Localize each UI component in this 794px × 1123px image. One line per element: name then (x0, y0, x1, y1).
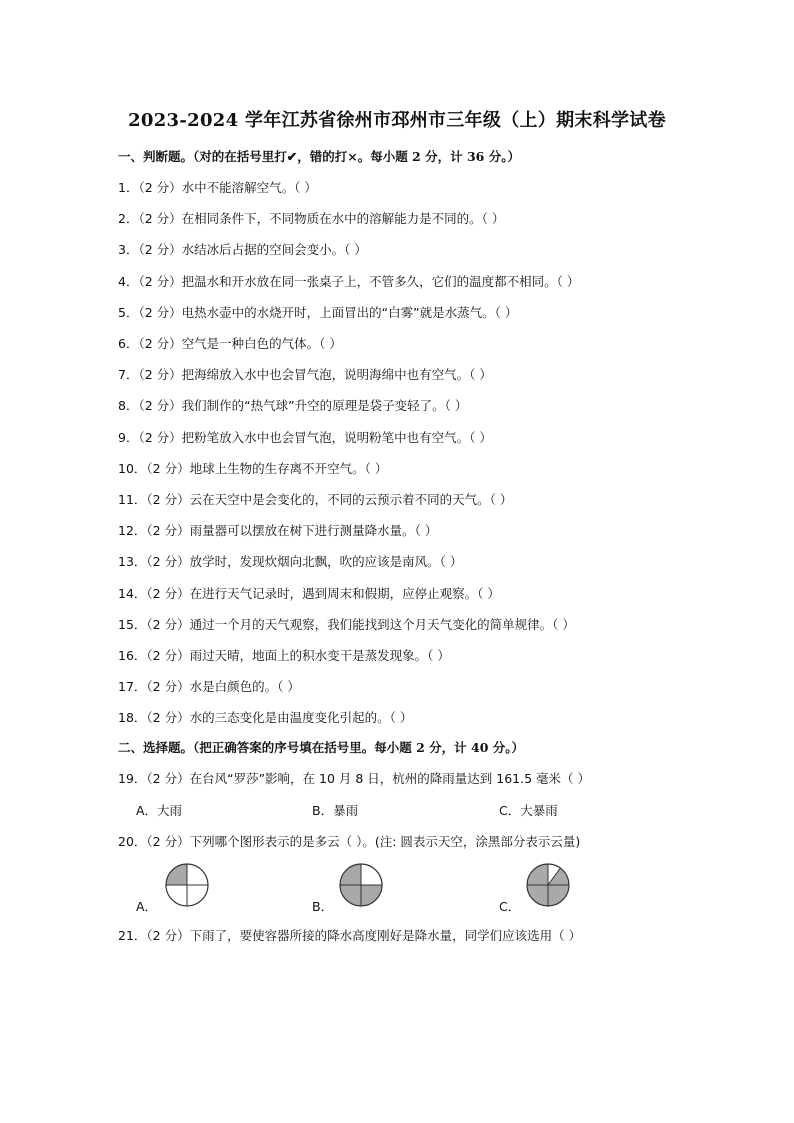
question-number: 20． (118, 834, 147, 849)
question-points: （2 分） (146, 616, 190, 632)
question-17 (118, 677, 300, 695)
question-text: 水结冰后占据的空间会变小。（ ） (181, 242, 367, 258)
question-10 (118, 459, 387, 477)
question-points: （2 分） (146, 710, 190, 726)
question-points: （2 分） (138, 304, 182, 320)
question-points: （2 分） (146, 928, 190, 943)
question-text: 电热水壶中的水烧开时，上面冒出的“白雾”就是水蒸气。（ ） (181, 304, 518, 320)
question-18 (118, 708, 412, 726)
question-number: 14． (118, 585, 147, 601)
question-number: 2． (118, 211, 139, 227)
question-text: 水是白颜色的。（ ） (189, 679, 300, 695)
question-text: 下雨了，要使容器所接的降水高度刚好是降水量，同学们应该选用（ ） (189, 928, 582, 943)
q20-option-b-label: B． (312, 899, 334, 914)
q20-option-c-cloud-diagram (525, 862, 571, 908)
question-points: （2 分） (138, 242, 182, 258)
question-number: 8． (118, 398, 139, 414)
question-1 (118, 178, 317, 196)
question-points: （2 分） (146, 585, 190, 601)
question-number: 19． (118, 771, 147, 786)
question-2 (118, 209, 504, 227)
question-text: 在相同条件下，不同物质在水中的溶解能力是不同的。（ ） (181, 211, 505, 227)
question-number: 6． (118, 336, 139, 351)
q19-option-c: C．大暴雨 (499, 803, 558, 818)
question-12 (118, 521, 437, 539)
question-text: 通过一个月的天气观察，我们能找到这个月天气变化的简单规律。（ ） (189, 616, 575, 632)
page-title: 2023-2024 学年江苏省徐州市邳州市三年级（上）期末科学试卷 (128, 110, 666, 131)
section-1-heading: 一、判断题。（对的在括号里打✔，错的打×。每小题 2 分，计 36 分。） (118, 149, 520, 164)
q20-option-a-label: A． (136, 899, 158, 914)
question-number: 12． (118, 523, 147, 539)
question-points: （2 分） (146, 460, 190, 476)
question-number: 9． (118, 429, 139, 445)
question-points: （2 分） (138, 398, 182, 414)
q20-option-b-cloud-diagram (338, 862, 384, 908)
question-number: 17． (118, 679, 147, 695)
question-text: 在进行天气记录时，遇到周末和假期，应停止观察。（ ） (189, 585, 500, 601)
question-text: 雨过天晴，地面上的积水变干是蒸发现象。（ ） (189, 648, 450, 663)
question-points: （2 分） (138, 180, 182, 195)
question-number: 15． (118, 616, 147, 632)
question-text: 把粉笔放入水中也会冒气泡，说明粉笔中也有空气。（ ） (181, 429, 492, 445)
question-number: 1． (118, 180, 139, 195)
question-text: 水的三态变化是由温度变化引起的。（ ） (189, 710, 413, 726)
question-text: 我们制作的“热气球”升空的原理是袋子变轻了。（ ） (181, 398, 468, 414)
question-text: 放学时，发现炊烟向北飘，吹的应该是南风。（ ） (189, 554, 463, 570)
question-7 (118, 365, 492, 383)
question-points: （2 分） (146, 554, 190, 570)
question-points: （2 分） (146, 679, 190, 695)
question-points: （2 分） (138, 211, 182, 227)
question-number: 21． (118, 928, 147, 943)
q20-option-c-label: C． (499, 899, 521, 914)
question-points: （2 分） (146, 771, 190, 786)
question-number: 18． (118, 710, 147, 726)
question-9 (118, 428, 492, 446)
question-3 (118, 240, 367, 258)
question-number: 11． (118, 492, 147, 507)
question-number: 4． (118, 273, 139, 289)
question-points: （2 分） (146, 834, 190, 849)
question-number: 3． (118, 242, 139, 258)
question-points: （2 分） (138, 273, 182, 289)
question-number: 13． (118, 554, 147, 570)
question-6 (118, 334, 342, 352)
question-number: 10． (118, 460, 147, 476)
question-points: （2 分） (146, 648, 190, 663)
q20-option-a-cloud-diagram (164, 862, 210, 908)
question-text: 下列哪个图形表示的是多云（ ）。(注: 圆表示天空，涂黑部分表示云量) (189, 834, 581, 849)
question-13 (118, 552, 462, 570)
question-16 (118, 646, 450, 664)
question-number: 7． (118, 367, 139, 383)
question-text: 水中不能溶解空气。（ ） (181, 180, 317, 195)
q19-option-a: A．大雨 (136, 803, 183, 818)
question-14 (118, 584, 500, 602)
question-5 (118, 303, 517, 321)
question-points: （2 分） (138, 367, 182, 383)
question-11 (118, 490, 512, 508)
question-points: （2 分） (146, 523, 190, 539)
question-text: 云在天空中是会变化的，不同的云预示着不同的天气。（ ） (189, 492, 513, 507)
question-8 (118, 396, 467, 414)
question-text: 把温水和开水放在同一张桌子上，不管多久，它们的温度都不相同。（ ） (181, 273, 580, 289)
question-text: 空气是一种白色的气体。（ ） (181, 336, 342, 351)
question-4 (118, 272, 579, 290)
question-points: （2 分） (138, 429, 182, 445)
question-number: 16． (118, 648, 147, 663)
question-text: 把海绵放入水中也会冒气泡，说明海绵中也有空气。（ ） (181, 367, 492, 383)
question-number: 5． (118, 304, 139, 320)
question-text: 地球上生物的生存离不开空气。（ ） (189, 460, 388, 476)
question-points: （2 分） (138, 336, 182, 351)
question-19 (118, 769, 590, 787)
question-20 (118, 832, 580, 850)
section-2-heading: 二、选择题。（把正确答案的序号填在括号里。每小题 2 分，计 40 分。） (118, 740, 525, 755)
question-points: （2 分） (146, 492, 190, 507)
q19-option-b: B．暴雨 (312, 803, 359, 818)
question-15 (118, 615, 575, 633)
question-21 (118, 926, 581, 944)
question-text: 在台风“罗莎”影响，在 10 月 8 日，杭州的降雨量达到 161.5 毫米（ ） (189, 771, 591, 786)
question-text: 雨量器可以摆放在树下进行测量降水量。（ ） (189, 523, 438, 539)
